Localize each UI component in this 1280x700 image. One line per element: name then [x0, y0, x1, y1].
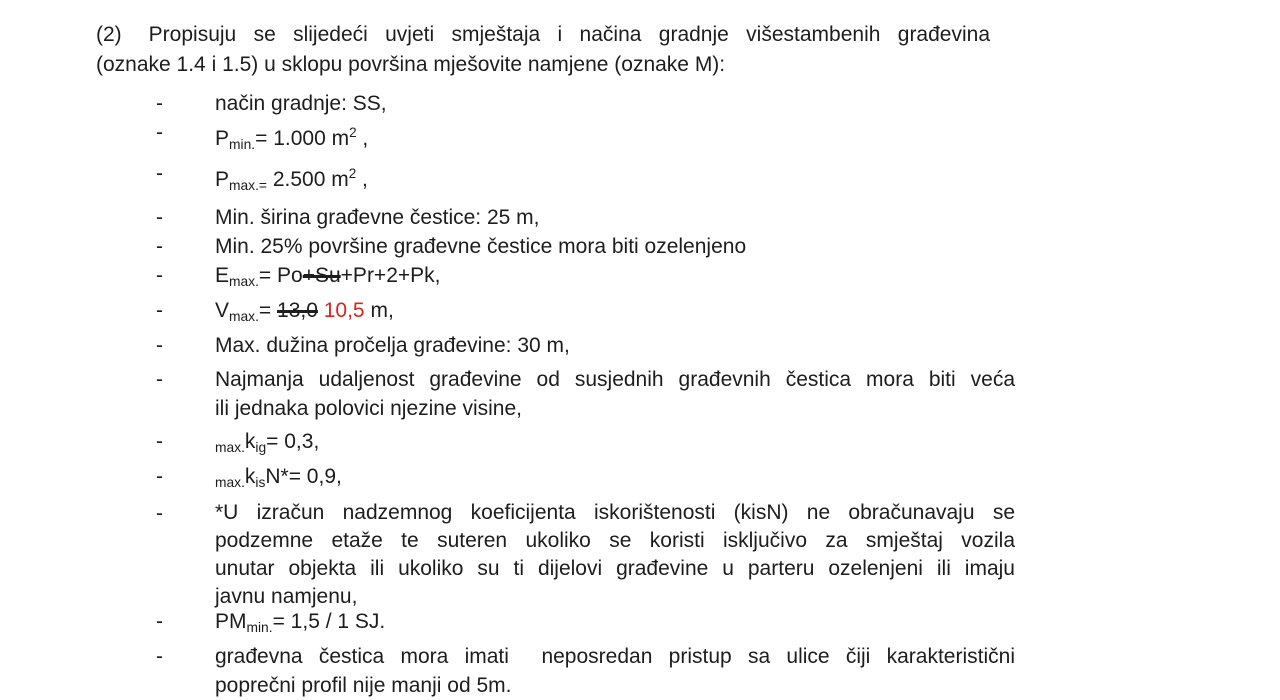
intro-text: Propisuju se slijedeći uvjeti smještaja i načina gradnje višestambenih građevina [148, 23, 990, 46]
list-item-pristup [96, 642, 1015, 700]
formula-tail: +Pr+2+Pk, [340, 264, 441, 287]
formula-superscript: 2 [348, 166, 357, 181]
item-text: Min. 25% površine građevne čestice mora biti ozelenjeno [215, 235, 747, 258]
bullet-dash: - [156, 465, 163, 488]
formula-unit: m, [364, 299, 394, 322]
item-line-1: Najmanja udaljenost građevine od susjednih građevnih čestica mora biti veća [215, 368, 1015, 391]
formula-presubscript: max. [215, 440, 245, 455]
formula-base: E [215, 264, 230, 287]
formula-base: V [215, 299, 230, 322]
formula-base: k [244, 430, 256, 453]
intro-line-2: (oznake 1.4 i 1.5) u sklopu površina mješovite namjene (oznake M): [96, 53, 726, 76]
formula-tail: , [356, 127, 369, 150]
list-item-udaljenost [96, 365, 1015, 423]
bullet-dash: - [156, 502, 163, 525]
paragraph-number: (2) [96, 23, 122, 46]
formula-base: k [244, 465, 256, 488]
bullet-dash: - [156, 610, 163, 633]
formula-subscript: max. [229, 309, 259, 324]
item-line-2: ili jednaka polovici njezine visine, [215, 397, 523, 420]
item-line-3: unutar objekta ili ukoliko su ti dijelovi građevine u parteru ozelenjeni ili imaju [215, 557, 1015, 580]
list-item-pmin [96, 118, 1015, 159]
bullet-dash: - [156, 162, 163, 185]
bullet-dash: - [156, 645, 163, 668]
list-item-emax [96, 261, 1015, 296]
conditions-list [96, 89, 1015, 700]
formula-subscript: min. [246, 620, 273, 635]
item-text: način gradnje: SS, [215, 92, 387, 115]
list-item-kis [96, 462, 1015, 497]
list-item-min-sirina [96, 203, 1015, 232]
bullet-dash: - [156, 235, 163, 258]
formula-presubscript: max. [215, 475, 245, 490]
item-line-2: podzemne etaže te suteren ukoliko se koristi isključivo za smještaj vozila [215, 529, 1015, 552]
struck-old-value: 13,0 [277, 299, 318, 322]
item-text: Max. dužina pročelja građevine: 30 m, [215, 334, 570, 357]
formula-subscript: max. [229, 274, 259, 289]
formula-subscript: is [255, 475, 266, 490]
formula-value: = Po [258, 264, 303, 287]
formula-tail: N*= 0,9, [265, 465, 342, 488]
list-item-kig [96, 427, 1015, 462]
list-item-pm [96, 607, 1015, 642]
formula-subscript: min. [229, 137, 256, 152]
bullet-dash: - [156, 299, 163, 322]
list-item-vmax [96, 296, 1015, 331]
bullet-dash: - [156, 430, 163, 453]
item-line-1: građevna čestica mora imati neposredan pristup sa ulice čiji karakteristični [215, 645, 1015, 668]
formula-value: 2.500 m [266, 168, 349, 191]
formula-value: = 1.000 m [255, 127, 350, 150]
formula-tail: = 0,3, [266, 430, 320, 453]
bullet-dash: - [156, 121, 163, 144]
item-text: Min. širina građevne čestice: 25 m, [215, 206, 540, 229]
formula-subscript: ig [255, 440, 267, 455]
formula-value: = [258, 299, 278, 322]
list-item-ozelenjeno [96, 232, 1015, 261]
formula-base: P [215, 127, 230, 150]
item-line-4: javnu namjenu, [215, 585, 358, 608]
bullet-dash: - [156, 334, 163, 357]
list-item-pmax [96, 159, 1015, 200]
bullet-dash: - [156, 206, 163, 229]
struck-text: +Su [302, 264, 341, 287]
item-line-1: *U izračun nadzemnog koeficijenta iskorištenosti (kisN) ne obračunavaju se [215, 501, 1015, 524]
amended-new-value: 10,5 [317, 299, 365, 322]
intro-line-1 [96, 20, 990, 50]
formula-base: PM [215, 610, 247, 633]
bullet-dash: - [156, 368, 163, 391]
formula-tail: = 1,5 / 1 SJ. [272, 610, 386, 633]
bullet-dash: - [156, 264, 163, 287]
formula-superscript: 2 [349, 125, 357, 140]
document-page [96, 20, 1015, 700]
formula-base: P [215, 168, 230, 191]
intro-paragraph [96, 20, 990, 80]
list-item-nacin-gradnje [96, 89, 1015, 118]
item-line-2: poprečni profil nije manji od 5m. [215, 674, 512, 697]
formula-subscript: max.= [229, 178, 267, 193]
formula-tail: , [356, 168, 368, 191]
bullet-dash: - [156, 92, 163, 115]
list-item-izracun-napomena [96, 499, 1015, 611]
list-item-duzina [96, 331, 1015, 360]
